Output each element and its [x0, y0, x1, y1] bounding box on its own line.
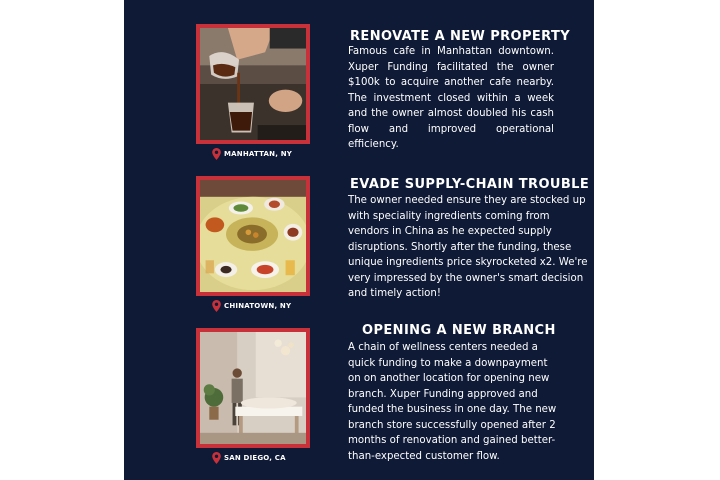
section-title: RENOVATE A NEW PROPERTY: [350, 29, 571, 44]
location-label: [212, 452, 286, 464]
section-title: EVADE SUPPLY-CHAIN TROUBLE: [350, 177, 590, 192]
location-label: [212, 300, 291, 312]
location-label: [212, 148, 292, 160]
map-pin-icon: [212, 452, 221, 464]
location-text: CHINATOWN, NY: [224, 302, 292, 310]
location-text: SAN DIEGO, CA: [224, 454, 286, 462]
wellness-center-photo: [196, 328, 310, 448]
location-text: MANHATTAN, NY: [224, 150, 293, 158]
section-title: OPENING A NEW BRANCH: [362, 323, 556, 338]
section-description: Famous cafe in Manhattan downtown. Xuper Funding facilitated the owner $100k to acquire another cafe nearby. The investment closed within a week and the owner almost doubled his cash flow and improved operational efficiency.: [348, 46, 554, 150]
map-pin-icon: [212, 148, 221, 160]
cafe-coffee-pour-photo: [196, 24, 310, 144]
section-description: A chain of wellness centers needed a quick funding to make a downpayment on on another location for opening new branch. Xuper Funding approved and funded the business in one day. The new branch store successfully opened after 2 months of renovation and gained better-than-expected customer flow.: [348, 342, 557, 462]
map-pin-icon: [212, 300, 221, 312]
case-studies-panel: [124, 0, 594, 480]
chinese-dinner-table-photo: [196, 176, 310, 296]
section-description: The owner needed ensure they are stocked up with speciality ingredients coming from vendors in China as he expected supply disruptions. Shortly after the funding, these unique ingredients price skyrocketed x2. We're very impressed by the owner's smart decision and timely action!: [348, 195, 588, 299]
